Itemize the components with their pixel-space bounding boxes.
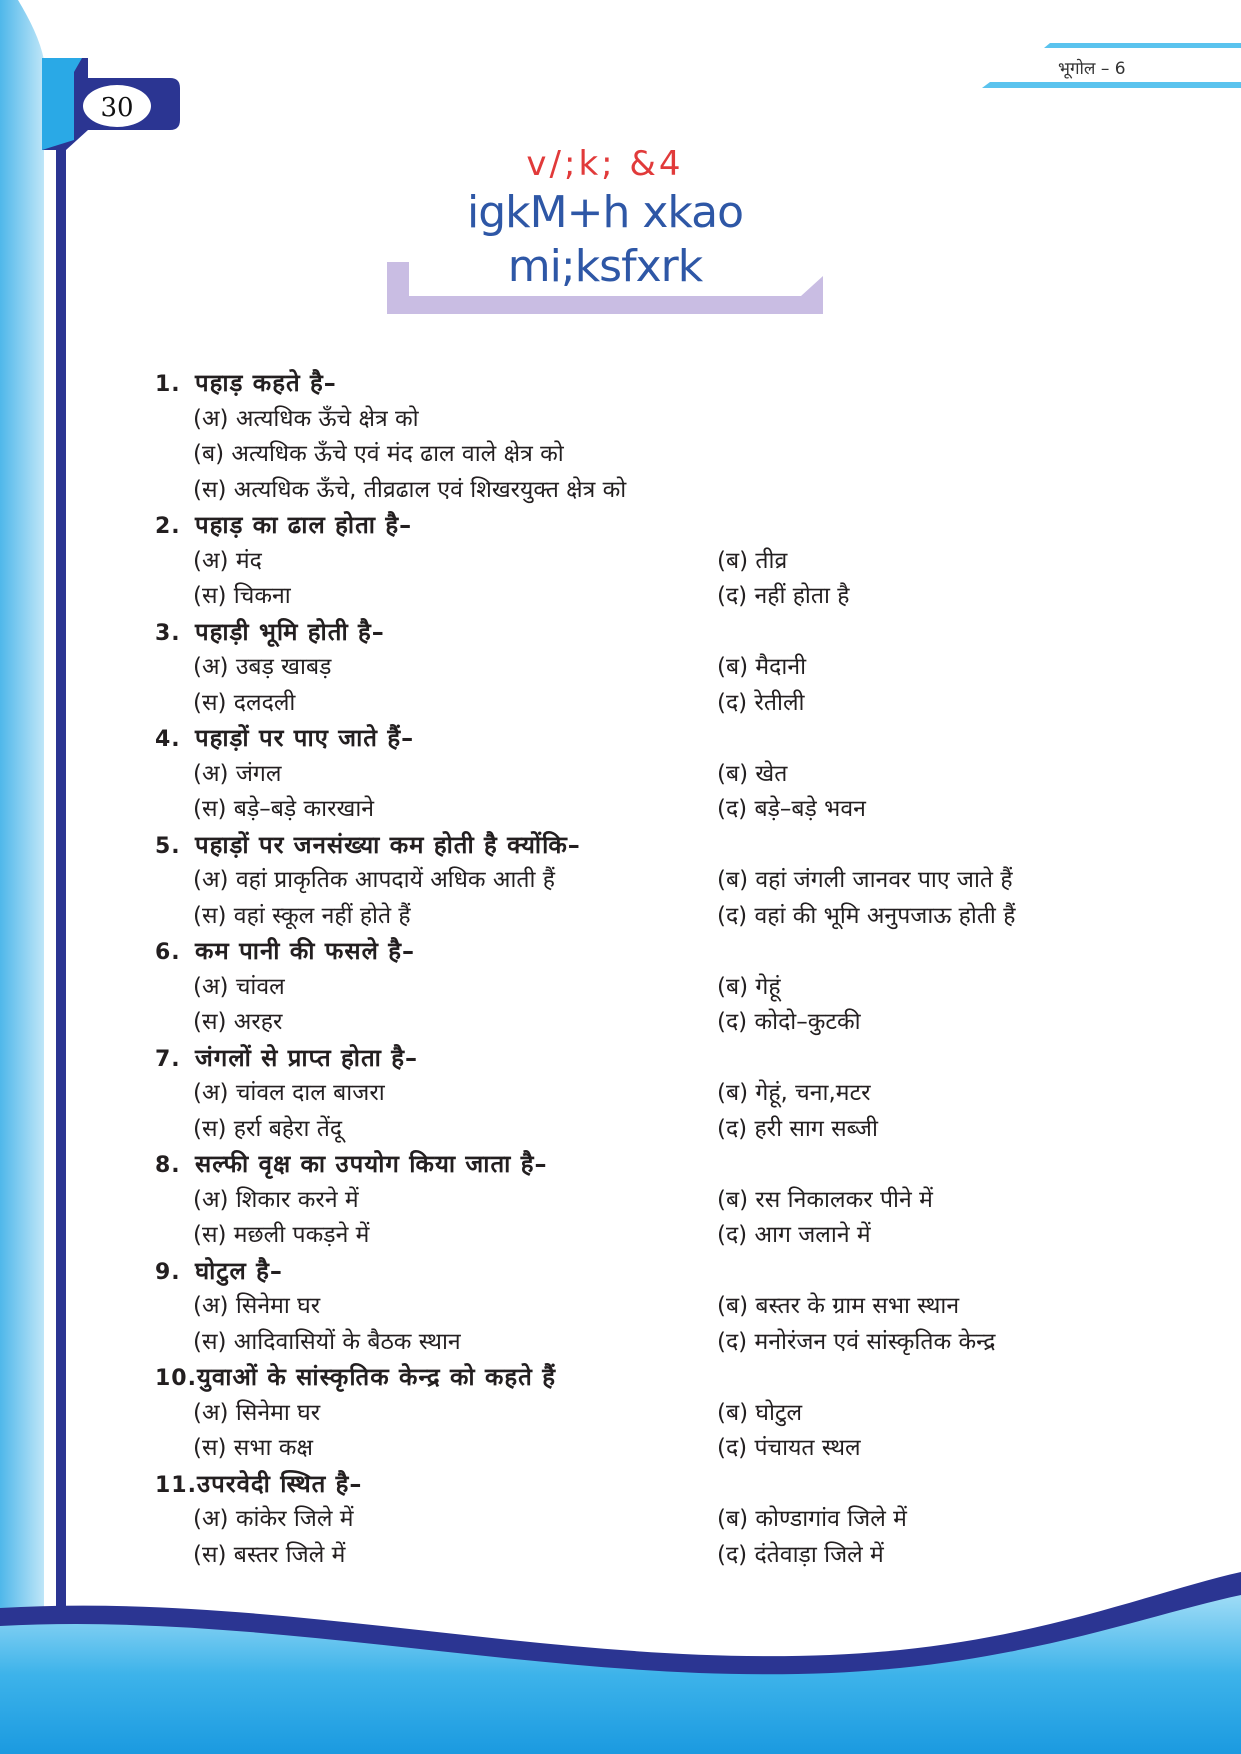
question-item	[155, 1254, 1115, 1361]
question-heading	[155, 1360, 1115, 1396]
option-row	[155, 1325, 1115, 1361]
answer-option: (स) अत्यधिक ऊँचे, तीव्रढाल एवं शिखरयुक्त क्षेत्र को	[193, 476, 627, 503]
answer-option: (अ) मंद	[193, 547, 262, 574]
chapter-title	[387, 142, 823, 294]
answer-option: (स) दलदली	[193, 689, 296, 716]
question-item	[155, 721, 1115, 828]
answer-option: (स) चिकना	[193, 583, 291, 609]
question-item	[155, 1147, 1115, 1254]
question-number: 10.	[155, 1366, 197, 1391]
option-row	[155, 544, 1115, 580]
question-item	[155, 1360, 1115, 1467]
question-number: 4.	[155, 727, 181, 752]
answer-option: (स) हर्रा बहेरा तेंदू	[193, 1115, 343, 1142]
option-row	[155, 1112, 1115, 1148]
answer-option: (अ) कांकेर जिले में	[193, 1506, 354, 1532]
question-heading	[155, 1041, 1115, 1077]
question-heading	[155, 615, 1115, 651]
answer-option: (अ) चांवल	[193, 973, 285, 1000]
answer-option: (अ) शिकार करने में	[193, 1186, 359, 1213]
question-heading	[155, 366, 1115, 402]
answer-option: (अ) सिनेमा घर	[193, 1399, 321, 1426]
question-text: जंगलों से प्राप्त होता है–	[195, 1043, 418, 1072]
page-number: 30	[100, 93, 134, 123]
option-row	[155, 1502, 1115, 1538]
question-text: पहाड़ों पर जनसंख्या कम होती है क्योंकि–	[195, 830, 581, 859]
question-text: उपरवेदी स्थित है–	[196, 1469, 363, 1498]
option-row	[155, 1076, 1115, 1112]
answer-option: (स) बड़े–बड़े कारखाने	[193, 796, 375, 822]
answer-option: (द) नहीं होता है	[717, 583, 850, 609]
question-text: पहाड़ का ढाल होता है–	[195, 511, 413, 539]
answer-option: (स) वहां स्कूल नहीं होते हैं	[193, 902, 411, 929]
question-number: 2.	[155, 514, 181, 539]
answer-option: (ब) बस्तर के ग्राम सभा स्थान	[717, 1293, 960, 1319]
answer-option: (द) पंचायत स्थल	[717, 1435, 861, 1461]
answer-option: (द) दंतेवाड़ा जिले में	[717, 1541, 884, 1568]
question-number: 3.	[155, 620, 181, 646]
subject-header: भूगोल – 6	[1058, 59, 1126, 79]
answer-option: (द) हरी साग सब्जी	[717, 1115, 878, 1142]
question-text: पहाड़ी भूमि होती है–	[195, 617, 385, 646]
question-item	[155, 366, 1115, 508]
answer-option: (ब) रस निकालकर पीने में	[717, 1186, 933, 1213]
question-heading	[155, 934, 1115, 970]
question-heading	[155, 1467, 1115, 1503]
question-heading	[155, 721, 1115, 757]
question-text: पहाड़ कहते है–	[195, 369, 337, 397]
option-row	[155, 757, 1115, 793]
question-number: 9.	[155, 1259, 181, 1285]
question-item	[155, 1041, 1115, 1148]
option-row	[155, 650, 1115, 686]
answer-option: (ब) गेहूं	[717, 973, 781, 1000]
option-row	[155, 1218, 1115, 1254]
question-number: 11.	[155, 1472, 197, 1498]
option-row	[155, 1005, 1115, 1041]
question-text: घोटुल है–	[195, 1256, 283, 1285]
question-item	[155, 828, 1115, 935]
answer-option: (द) वहां की भूमि अनुपजाऊ होती हैं	[717, 902, 1016, 929]
question-number: 8.	[155, 1153, 181, 1178]
left-dark-bar	[56, 60, 66, 1620]
question-item	[155, 615, 1115, 722]
option-row	[155, 579, 1115, 615]
answer-option: (अ) उबड़ खाबड़	[193, 654, 332, 680]
answer-option: (द) आग जलाने में	[717, 1222, 871, 1248]
question-number: 1.	[155, 372, 181, 397]
answer-option: (द) रेतीली	[717, 689, 805, 716]
answer-option: (स) मछली पकड़ने में	[193, 1222, 370, 1248]
answer-option: (स) सभा कक्ष	[193, 1435, 313, 1461]
answer-option: (अ) चांवल दाल बाजरा	[193, 1080, 385, 1106]
question-number: 5.	[155, 833, 181, 859]
answer-option: (ब) घोटुल	[717, 1399, 803, 1426]
answer-option: (अ) वहां प्राकृतिक आपदायें अधिक आती हैं	[193, 867, 555, 893]
answer-option: (ब) कोण्डागांव जिले में	[717, 1506, 907, 1532]
question-text: पहाड़ों पर पाए जाते हैं–	[195, 724, 415, 752]
answer-option: (अ) जंगल	[193, 760, 282, 787]
answer-option: (अ) सिनेमा घर	[193, 1293, 321, 1319]
option-row	[155, 792, 1115, 828]
question-heading	[155, 1147, 1115, 1183]
option-row	[155, 1538, 1115, 1574]
answer-option: (ब) खेत	[717, 760, 788, 787]
answer-option: (ब) मैदानी	[717, 654, 807, 680]
answer-option: (अ) अत्यधिक ऊँचे क्षेत्र को	[193, 405, 419, 432]
answer-option: (स) बस्तर जिले में	[193, 1541, 346, 1568]
answer-option: (स) अरहर	[193, 1009, 283, 1035]
question-heading	[155, 508, 1115, 544]
option-row	[155, 970, 1115, 1006]
option-row	[155, 1289, 1115, 1325]
option-row	[155, 1396, 1115, 1432]
option-row	[155, 686, 1115, 722]
question-text: युवाओं के सांस्कृतिक केन्द्र को कहते हैं	[196, 1363, 556, 1391]
option-row	[155, 899, 1115, 935]
question-number: 7.	[155, 1046, 181, 1072]
answer-option: (द) कोदो–कुटकी	[717, 1009, 861, 1035]
question-item	[155, 934, 1115, 1041]
question-list	[155, 366, 1115, 1573]
chapter-number: v/;k; &4	[526, 144, 684, 184]
left-side-band	[0, 0, 44, 1754]
chapter-subtitle: mi;ksfxrk	[507, 241, 703, 292]
answer-option: (द) मनोरंजन एवं सांस्कृतिक केन्द्र	[717, 1328, 996, 1355]
answer-option: (ब) वहां जंगली जानवर पाए जाते हैं	[717, 867, 1013, 893]
question-text: कम पानी की फसले है–	[195, 937, 415, 965]
answer-option: (द) बड़े–बड़े भवन	[717, 796, 866, 822]
question-number: 6.	[155, 940, 181, 965]
chapter-name: igkM+h xkao	[467, 187, 743, 238]
header-stripe-bottom	[982, 82, 1241, 88]
option-row	[155, 1431, 1115, 1467]
question-heading	[155, 1254, 1115, 1290]
option-row	[155, 1183, 1115, 1219]
question-item	[155, 1467, 1115, 1574]
question-heading	[155, 828, 1115, 864]
question-item	[155, 508, 1115, 615]
question-text: सल्फी वृक्ष का उपयोग किया जाता है–	[195, 1150, 548, 1178]
answer-option: (ब) गेहूं, चना,मटर	[717, 1080, 871, 1106]
answer-option: (ब) तीव्र	[717, 547, 788, 574]
header-stripe-top	[1044, 43, 1241, 48]
option-row	[155, 863, 1115, 899]
answer-option: (ब) अत्यधिक ऊँचे एवं मंद ढाल वाले क्षेत्र को	[193, 441, 564, 467]
answer-option: (स) आदिवासियों के बैठक स्थान	[193, 1328, 461, 1355]
